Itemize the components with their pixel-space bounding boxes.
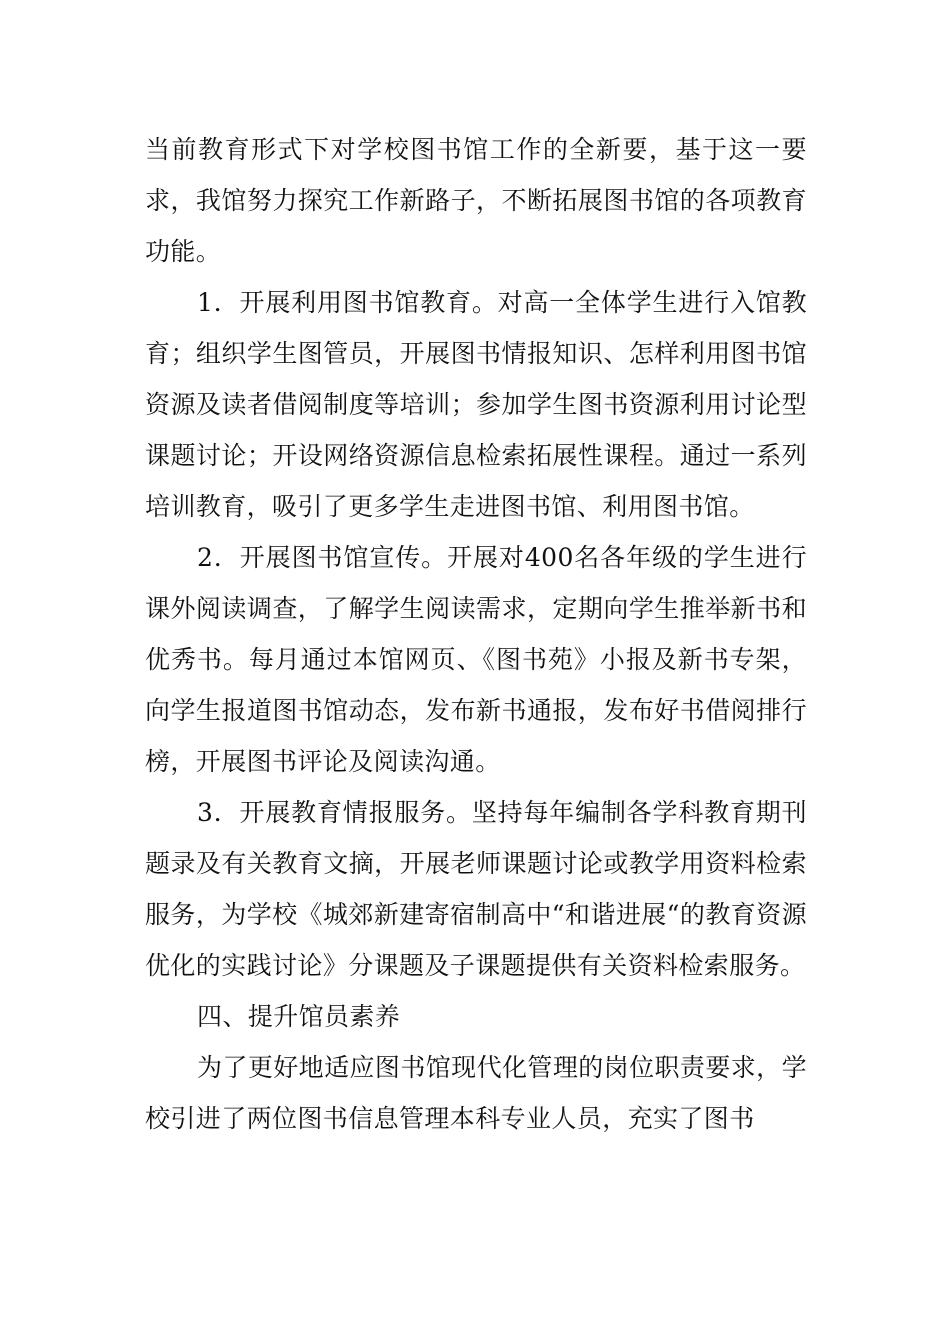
paragraph-item-1-library-education: 1．开展利用图书馆教育。对高一全体学生进行入馆教育；组织学生图管员，开展图书情报知识、怎样利用图书馆资源及读者借阅制度等培训；参加学生图书资源利用讨论型课题讨论；开设网络资源信息检索拓展性课程。通过一系列培训教育，吸引了更多学生走进图书馆、利用图书馆。: [145, 288, 807, 521]
paragraph-item-2-library-promotion: 2．开展图书馆宣传。开展对400名各年级的学生进行课外阅读调查，了解学生阅读需求，定期向学生推举新书和优秀书。每月通过本馆网页、《图书苑》小报及新书专架，向学生报道图书馆动态，发布新书通报，发布好书借阅排行榜，开展图书评论及阅读沟通。: [145, 543, 807, 776]
document-body: [145, 124, 807, 1144]
section-heading-staff-quality: 四、提升馆员素养: [197, 1002, 401, 1031]
paragraph-intro-continued: 当前教育形式下对学校图书馆工作的全新要，基于这一要求，我馆努力探究工作新路子，不断拓展图书馆的各项教育功能。: [145, 135, 807, 266]
paragraph-staff-quality: 为了更好地适应图书馆现代化管理的岗位职责要求，学校引进了两位图书信息管理本科专业人员，充实了图书: [145, 1053, 807, 1133]
paragraph-item-3-education-info-service: 3．开展教育情报服务。坚持每年编制各学科教育期刊题录及有关教育文摘，开展老师课题讨论或教学用资料检索服务，为学校《城郊新建寄宿制高中“和谐进展“的教育资源优化的实践讨论》分课题及子课题提供有关资料检索服务。: [145, 798, 807, 980]
